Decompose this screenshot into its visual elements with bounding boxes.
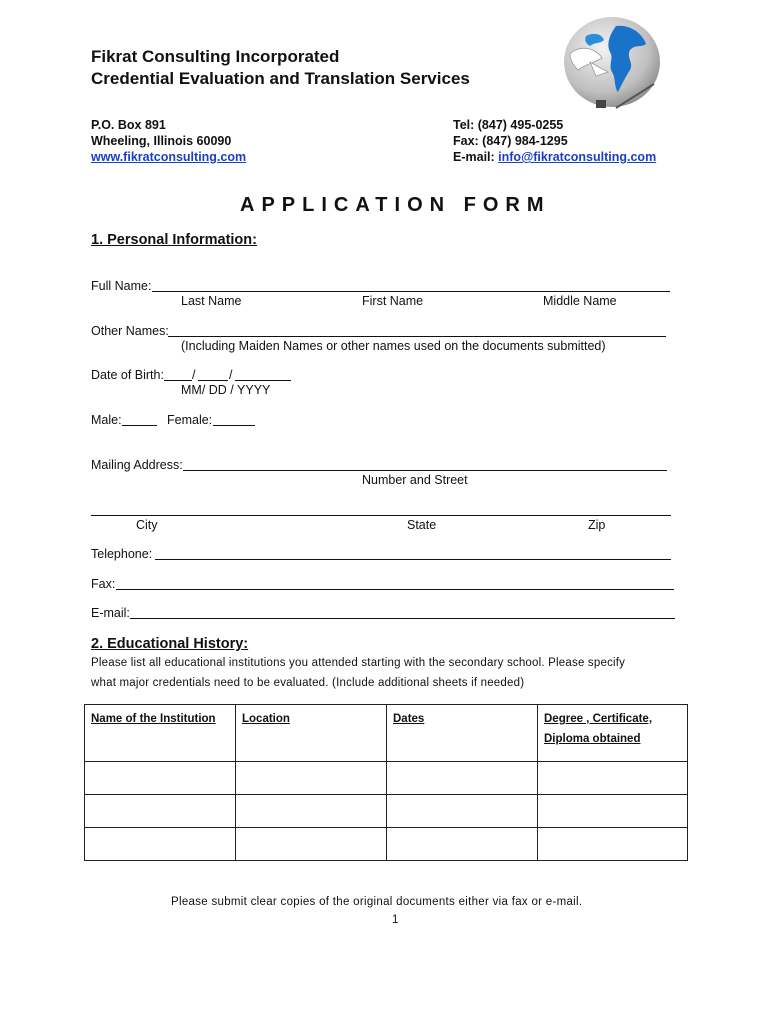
male-label: Male:	[91, 413, 122, 427]
education-instructions-2: what major credentials need to be evaluated. (Include additional sheets if needed)	[91, 677, 525, 689]
email-field[interactable]	[130, 618, 675, 619]
page-number: 1	[392, 914, 399, 926]
email-link[interactable]: info@fikratconsulting.com	[498, 150, 657, 164]
full-name-label: Full Name:	[91, 279, 152, 293]
education-table	[84, 704, 688, 861]
dob-year-field[interactable]	[235, 380, 291, 381]
col-institution	[85, 705, 236, 762]
table-cell[interactable]	[387, 828, 538, 861]
table-cell[interactable]	[85, 795, 236, 828]
form-title: APPLICATION FORM	[240, 194, 551, 216]
last-name-caption: Last Name	[181, 294, 242, 308]
other-names-field[interactable]	[168, 336, 666, 337]
company-tagline: Credential Evaluation and Translation Services	[91, 69, 470, 88]
dob-day-field[interactable]	[198, 380, 228, 381]
table-row	[85, 828, 688, 861]
col-location	[236, 705, 387, 762]
col-dates	[387, 705, 538, 762]
middle-name-caption: Middle Name	[543, 294, 617, 308]
fax-number: Fax: (847) 984-1295	[453, 134, 568, 148]
globe-dove-logo	[556, 14, 664, 118]
col-location-label: Location	[242, 713, 290, 725]
number-street-caption: Number and Street	[362, 473, 468, 487]
personal-info-heading: 1. Personal Information:	[91, 232, 257, 248]
table-row	[85, 762, 688, 795]
zip-caption: Zip	[588, 518, 606, 532]
telephone-label: Telephone:	[91, 547, 153, 561]
dob-sep-1: /	[192, 368, 196, 382]
col-degree-label-1: Degree , Certificate,	[544, 713, 653, 725]
website-link[interactable]: www.fikratconsulting.com	[91, 150, 247, 164]
education-instructions-1: Please list all educational institutions you attended starting with the secondary school. Please specify	[91, 657, 626, 669]
col-degree	[538, 705, 688, 762]
col-degree-label-2: Diploma obtained	[544, 733, 641, 745]
table-cell[interactable]	[538, 795, 688, 828]
footer-note: Please submit clear copies of the original documents either via fax or e-mail.	[171, 896, 583, 908]
city-line: Wheeling, Illinois 60090	[91, 134, 232, 148]
table-cell[interactable]	[538, 762, 688, 795]
state-caption: State	[407, 518, 437, 532]
dob-sep-2: /	[229, 368, 233, 382]
table-cell[interactable]	[85, 762, 236, 795]
dob-month-field[interactable]	[164, 380, 192, 381]
table-cell[interactable]	[236, 762, 387, 795]
col-institution-label: Name of the Institution	[91, 713, 216, 725]
mailing-address-label: Mailing Address:	[91, 458, 183, 472]
col-dates-label: Dates	[393, 713, 425, 725]
male-field[interactable]	[122, 425, 157, 426]
table-header-row	[85, 705, 688, 762]
telephone-field[interactable]	[155, 559, 671, 560]
city-state-zip-field[interactable]	[91, 515, 671, 516]
table-cell[interactable]	[236, 795, 387, 828]
education-heading: 2. Educational History:	[91, 636, 249, 652]
email-line	[453, 149, 656, 165]
telephone-number: Tel: (847) 495-0255	[453, 118, 564, 132]
email-label: E-mail:	[453, 150, 499, 164]
fax-field[interactable]	[116, 589, 674, 590]
table-cell[interactable]	[387, 762, 538, 795]
table-cell[interactable]	[538, 828, 688, 861]
fax-label: Fax:	[91, 577, 116, 591]
first-name-caption: First Name	[362, 294, 424, 308]
dob-format: MM/ DD / YYYY	[181, 383, 271, 397]
po-box: P.O. Box 891	[91, 118, 166, 132]
city-caption: City	[136, 518, 158, 532]
mailing-address-field[interactable]	[183, 470, 667, 471]
table-cell[interactable]	[85, 828, 236, 861]
table-row	[85, 795, 688, 828]
email-field-label: E-mail:	[91, 606, 130, 620]
dob-label: Date of Birth:	[91, 368, 164, 382]
company-name: Fikrat Consulting Incorporated	[91, 47, 340, 66]
female-label: Female:	[167, 413, 213, 427]
full-name-field[interactable]	[152, 291, 670, 292]
other-names-label: Other Names:	[91, 324, 169, 338]
table-cell[interactable]	[236, 828, 387, 861]
table-cell[interactable]	[387, 795, 538, 828]
female-field[interactable]	[213, 425, 255, 426]
other-names-note: (Including Maiden Names or other names used on the documents submitted)	[181, 339, 606, 353]
